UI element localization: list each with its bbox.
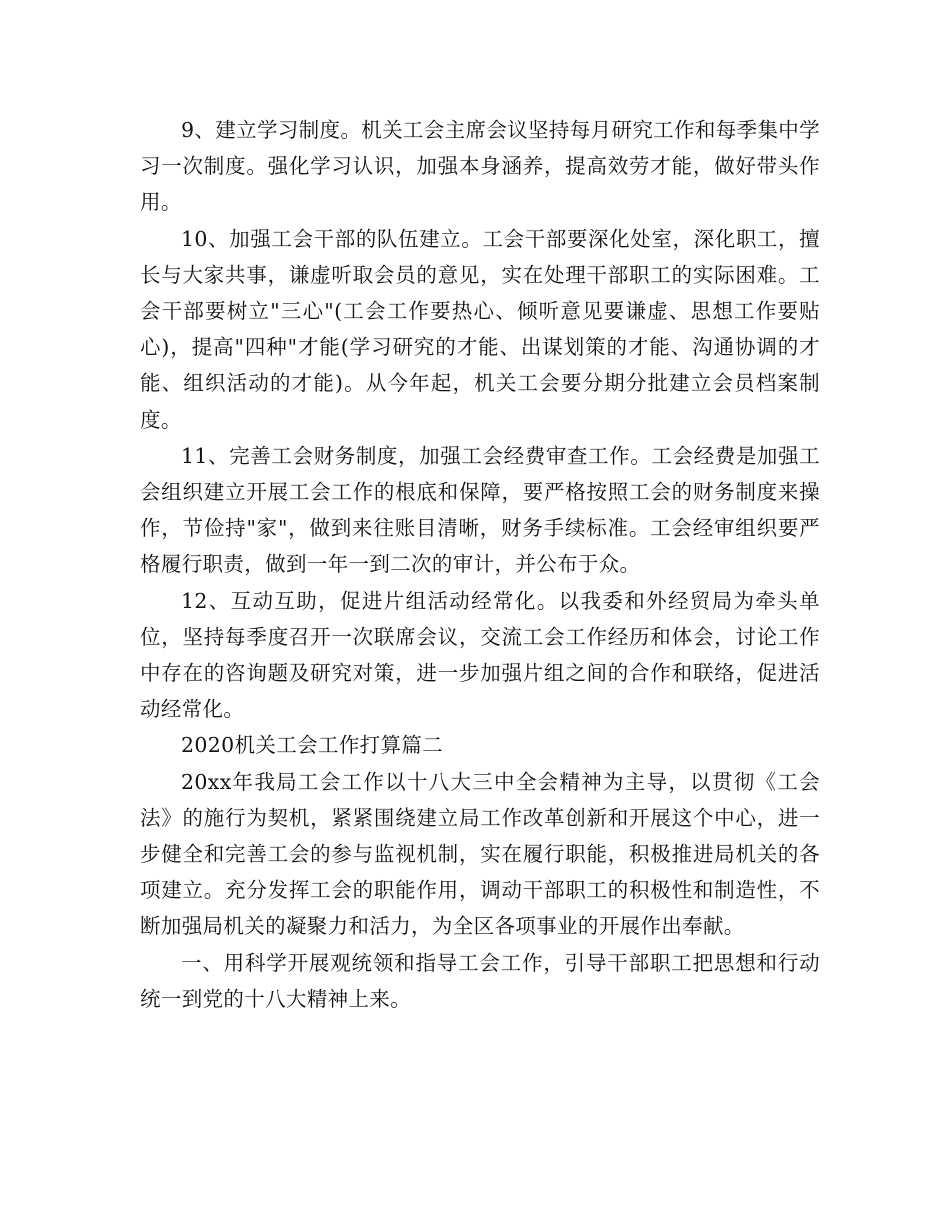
paragraph-item-12: 12、互动互助，促进片组活动经常化。以我委和外经贸局为牵头单位，坚持每季度召开一次联席会议，交流工会工作经历和体会，讨论工作中存在的咨询题及研究对策，进一步加强片组之间的合作和联络，促进活动经常化。	[140, 588, 820, 722]
intro-paragraph: 20xx年我局工会工作以十八大三中全会精神为主导，以贯彻《工会法》的施行为契机，紧紧围绕建立局工作改革创新和开展这个中心，进一步健全和完善工会的参与监视机制，实在履行职能，积极推进局机关的各项建立。充分发挥工会的职能作用，调动干部职工的积极性和制造性，不断加强局机关的凝聚力和活力，为全区各项事业的开展作出奉献。	[140, 769, 820, 939]
section-heading: 2020机关工会工作打算篇二	[181, 733, 444, 758]
paragraph-item-11: 11、完善工会财务制度，加强工会经费审查工作。工会经费是加强工会组织建立开展工会工作的根底和保障，要严格按照工会的财务制度来操作，节俭持"家"，做到来往账目清晰，财务手续标准。工会经审组织要严格履行职责，做到一年一到二次的审计，并公布于众。	[140, 443, 820, 577]
document-body	[140, 112, 820, 1017]
paragraph-item-9: 9、建立学习制度。机关工会主席会议坚持每月研究工作和每季集中学习一次制度。强化学习认识，加强本身涵养，提高效劳才能，做好带头作用。	[140, 118, 820, 215]
paragraph-item-10: 10、加强工会干部的队伍建立。工会干部要深化处室，深化职工，擅长与大家共事，谦虚听取会员的意见，实在处理干部职工的实际困难。工会干部要树立"三心"(工会工作要热心、倾听意见要谦虚、思想工作要贴心)，提高"四种"才能(学习研究的才能、出谋划策的才能、沟通协调的才能、组织活动的才能)。从今年起，机关工会要分期分批建立会员档案制度。	[140, 226, 820, 432]
section-one-paragraph: 一、用科学开展观统领和指导工会工作，引导干部职工把思想和行动统一到党的十八大精神上来。	[140, 950, 820, 1011]
